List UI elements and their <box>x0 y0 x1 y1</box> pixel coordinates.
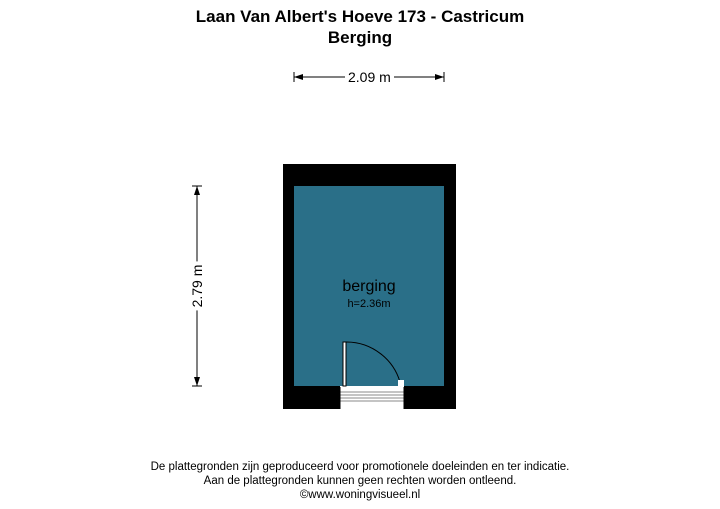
floor-title: Berging <box>327 28 393 47</box>
height-dimension-label: 2.79 m <box>189 262 205 311</box>
disclaimer-line-2: Aan de plattegronden kunnen geen rechten worden ontleend. <box>203 475 517 487</box>
disclaimer-line-1: De plattegronden zijn geproduceerd voor promotionele doeleinden en ter indicatie. <box>150 461 570 473</box>
room-name-label: berging <box>342 278 396 295</box>
room-height-label: h=2.36m <box>347 298 391 310</box>
width-dimension-label: 2.09 m <box>345 69 394 85</box>
plan-title: Laan Van Albert's Hoeve 173 - Castricum <box>195 7 525 26</box>
copyright-line: ©www.woningvisueel.nl <box>299 489 421 501</box>
